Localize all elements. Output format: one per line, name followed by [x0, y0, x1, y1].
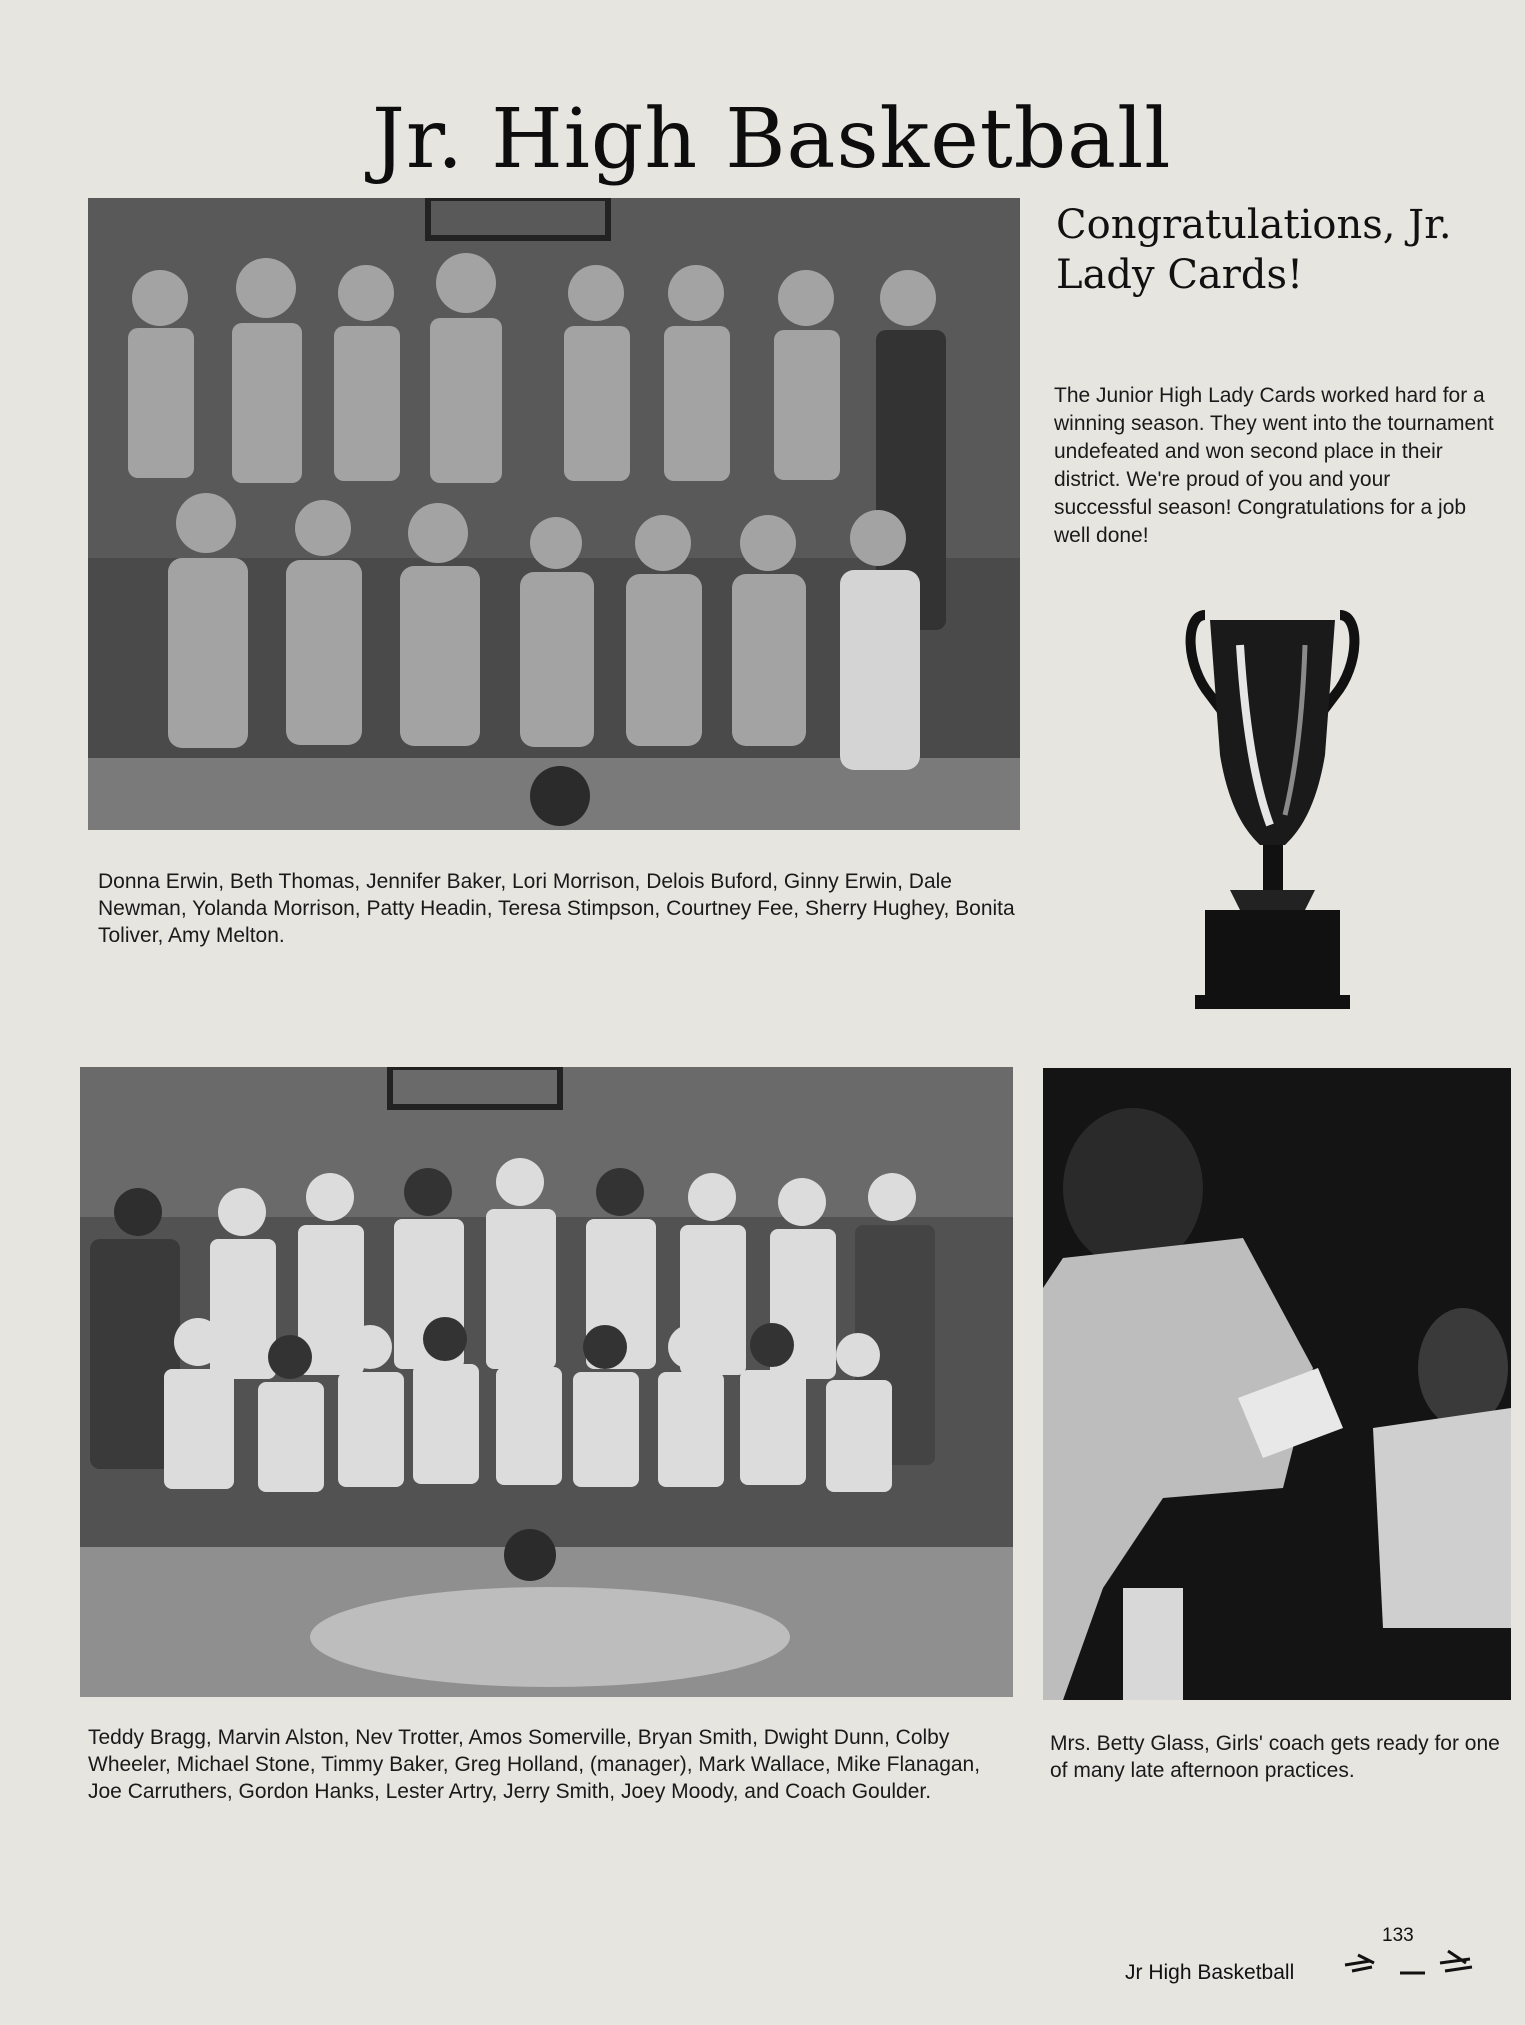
trophy-illustration: [1185, 585, 1360, 1015]
girls-team-caption: Donna Erwin, Beth Thomas, Jennifer Baker, Lori Morrison, Delois Buford, Ginny Erwin, Dale Newman, Yolanda Morrison, Patty Headin, Teresa Stimpson, Courtney Fee, Sherry Hughey, Bonita Toliver, Amy Melton.: [98, 870, 1015, 947]
footer-section-label: Jr High Basketball: [1125, 1961, 1295, 1984]
girls-team-photo: [88, 198, 1020, 830]
girls-team-headline: Congratulations, Jr. Lady Cards!: [1056, 202, 1452, 298]
cardinal-footprints-icon: [1340, 1935, 1480, 1985]
coach-photo: [1043, 1068, 1511, 1700]
boys-team-caption: Teddy Bragg, Marvin Alston, Nev Trotter, Amos Somerville, Bryan Smith, Dwight Dunn, Colby Wheeler, Michael Stone, Timmy Baker, Greg Holland, (manager), Mark Wallace, Mike Flanagan, Joe Carruthers, Gordon Hanks, Lester Artry, Jerry Smith, Joey Moody, and Coach Goulder.: [88, 1726, 981, 1803]
coach-photo-caption: Mrs. Betty Glass, Girls' coach gets ready for one of many late afternoon practices.: [1050, 1732, 1500, 1782]
girls-team-blurb: The Junior High Lady Cards worked hard for a winning season. They went into the tournament undefeated and won second place in their district. We're proud of you and your successful season! Congratulations for a job well done!: [1054, 384, 1494, 547]
boys-team-photo: [80, 1067, 1013, 1697]
page-title: Jr. High Basketball: [372, 92, 1172, 187]
page-number: 133: [1382, 1925, 1414, 1946]
